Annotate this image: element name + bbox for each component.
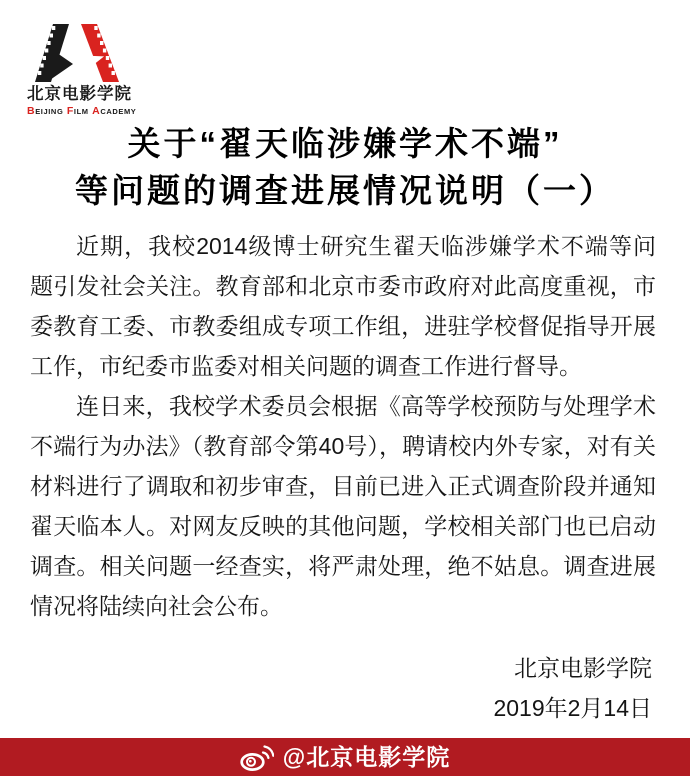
weibo-icon xyxy=(240,742,274,772)
logo-en-word: ACADEMY xyxy=(92,105,137,117)
body-paragraph-2: 连日来，我校学术委员会根据《高等学校预防与处理学术不端行为办法》（教育部令第40号），聘请校内外专家，对有关材料进行了调取和初步审查，目前已进入正式调查阶段并通知翟天临本人。对网友反映的其他问题，学校相关部门也已启动调查。相关问题一经查实，将严肃处理，绝不姑息。调查进展情况将陆续向社会公布。 xyxy=(30,393,656,619)
weibo-handle: @北京电影学院 xyxy=(282,744,451,770)
signature-org: 北京电影学院 xyxy=(514,655,652,681)
signature-block xyxy=(493,648,652,728)
body-paragraph-1: 近期，我校2014级博士研究生翟天临涉嫌学术不端等问题引发社会关注。教育部和北京市委市政府对此高度重视，市委教育工委、市教委组成专项工作组，进驻学校督促指导开展工作，市纪委市监委对相关问题的调查工作进行督导。 xyxy=(30,233,656,379)
logo-en-word: FILM xyxy=(66,105,89,117)
signature-date: 2019年2月14日 xyxy=(493,695,652,721)
logo-name-english xyxy=(27,105,135,117)
title-line-2: 等问题的调查进展情况说明（一） xyxy=(75,172,615,209)
weibo-footer-bar xyxy=(0,738,690,776)
title-line-1: 关于“翟天临涉嫌学术不端” xyxy=(127,125,563,162)
bfa-logo xyxy=(27,22,135,117)
bfa-filmstrip-star-icon xyxy=(29,22,127,85)
logo-en-word: BEIJING xyxy=(27,105,64,117)
logo-name-chinese: 北京电影学院 xyxy=(27,85,132,103)
announcement-title xyxy=(0,120,690,214)
announcement-body xyxy=(30,226,656,626)
